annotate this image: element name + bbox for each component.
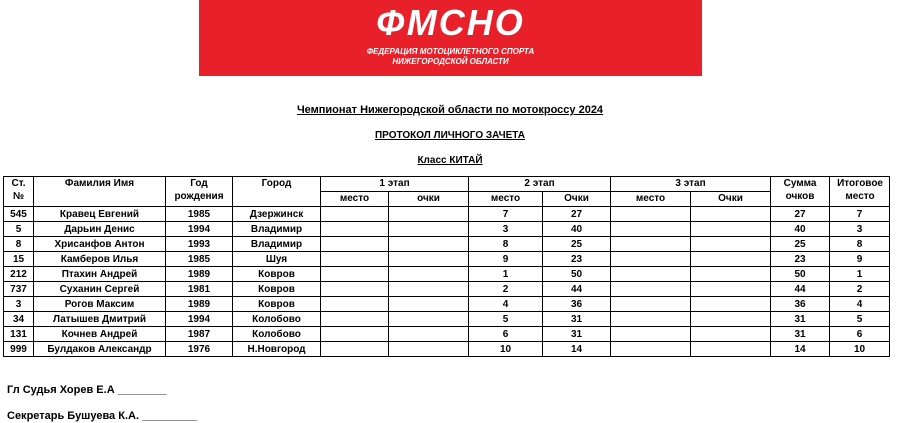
cell-s1p — [321, 237, 389, 252]
cell-s3p — [611, 222, 691, 237]
cell-year: 1989 — [166, 267, 233, 282]
cell-s2o: 50 — [543, 267, 611, 282]
cell-city: Н.Новгород — [233, 342, 321, 357]
cell-sum: 23 — [771, 252, 830, 267]
cell-sum: 36 — [771, 297, 830, 312]
header-stage3: 3 этап — [611, 177, 771, 192]
protocol-title: ПРОТОКОЛ ЛИЧНОГО ЗАЧЕТА — [374, 130, 525, 141]
cell-s3o — [691, 282, 771, 297]
cell-city: Колобово — [233, 312, 321, 327]
table-row — [4, 327, 890, 342]
header-s3-points: Очки — [691, 192, 771, 207]
table-row — [4, 297, 890, 312]
cell-s3o — [691, 222, 771, 237]
header-s2-place: место — [469, 192, 543, 207]
results-table — [3, 176, 890, 357]
cell-s3p — [611, 252, 691, 267]
cell-s2p: 7 — [469, 207, 543, 222]
cell-s3p — [611, 282, 691, 297]
cell-s2p: 2 — [469, 282, 543, 297]
cell-s2p: 6 — [469, 327, 543, 342]
table-row — [4, 237, 890, 252]
cell-s2o: 14 — [543, 342, 611, 357]
cell-s1p — [321, 222, 389, 237]
header-stage2: 2 этап — [469, 177, 611, 192]
cell-name: Птахин Андрей — [34, 267, 166, 282]
cell-s1o — [389, 327, 469, 342]
cell-s1p — [321, 312, 389, 327]
cell-s3o — [691, 237, 771, 252]
cell-name: Кравец Евгений — [34, 207, 166, 222]
cell-name: Булдаков Александр — [34, 342, 166, 357]
cell-year: 1981 — [166, 282, 233, 297]
cell-s3o — [691, 267, 771, 282]
cell-name: Рогов Максим — [34, 297, 166, 312]
cell-s1o — [389, 312, 469, 327]
cell-num: 737 — [4, 282, 34, 297]
table-row — [4, 252, 890, 267]
cell-final: 10 — [830, 342, 890, 357]
cell-s1o — [389, 267, 469, 282]
cell-s1o — [389, 252, 469, 267]
cell-s2o: 44 — [543, 282, 611, 297]
cell-s2o: 36 — [543, 297, 611, 312]
table-row — [4, 282, 890, 297]
cell-year: 1993 — [166, 237, 233, 252]
cell-year: 1989 — [166, 297, 233, 312]
cell-s3o — [691, 297, 771, 312]
cell-name: Хрисанфов Антон — [34, 237, 166, 252]
cell-name: Дарьин Денис — [34, 222, 166, 237]
chief-judge-signature: Гл Судья Хорев Е.А ________ — [7, 384, 167, 396]
header-s3-place: место — [611, 192, 691, 207]
cell-final: 9 — [830, 252, 890, 267]
cell-s3o — [691, 342, 771, 357]
cell-final: 2 — [830, 282, 890, 297]
cell-s3o — [691, 207, 771, 222]
cell-s2o: 23 — [543, 252, 611, 267]
cell-city: Ковров — [233, 297, 321, 312]
federation-name-line1: ФЕДЕРАЦИЯ МОТОЦИКЛЕТНОГО СПОРТА — [366, 47, 535, 56]
table-row — [4, 342, 890, 357]
cell-s2p: 8 — [469, 237, 543, 252]
cell-s1o — [389, 237, 469, 252]
cell-s1o — [389, 222, 469, 237]
cell-city: Шуя — [233, 252, 321, 267]
cell-name: Камберов Илья — [34, 252, 166, 267]
cell-city: Владимир — [233, 222, 321, 237]
cell-city: Ковров — [233, 267, 321, 282]
cell-s3o — [691, 252, 771, 267]
cell-sum: 27 — [771, 207, 830, 222]
cell-year: 1987 — [166, 327, 233, 342]
cell-final: 7 — [830, 207, 890, 222]
cell-s3p — [611, 342, 691, 357]
cell-s2o: 31 — [543, 327, 611, 342]
cell-final: 1 — [830, 267, 890, 282]
cell-num: 34 — [4, 312, 34, 327]
cell-s1o — [389, 342, 469, 357]
cell-s2p: 4 — [469, 297, 543, 312]
cell-sum: 50 — [771, 267, 830, 282]
cell-final: 3 — [830, 222, 890, 237]
header-s1-place: место — [321, 192, 389, 207]
cell-s1o — [389, 282, 469, 297]
secretary-signature: Секретарь Бушуева К.А. _________ — [7, 410, 198, 422]
cell-s3p — [611, 312, 691, 327]
cell-sum: 31 — [771, 327, 830, 342]
cell-year: 1985 — [166, 252, 233, 267]
cell-s1p — [321, 297, 389, 312]
cell-num: 999 — [4, 342, 34, 357]
cell-num: 15 — [4, 252, 34, 267]
cell-s2p: 9 — [469, 252, 543, 267]
cell-sum: 40 — [771, 222, 830, 237]
header-final: Итоговое место — [830, 177, 890, 207]
cell-s3p — [611, 207, 691, 222]
cell-num: 8 — [4, 237, 34, 252]
header-s1-points: очки — [389, 192, 469, 207]
cell-sum: 25 — [771, 237, 830, 252]
cell-num: 5 — [4, 222, 34, 237]
cell-city: Ковров — [233, 282, 321, 297]
cell-s2p: 10 — [469, 342, 543, 357]
cell-city: Дзержинск — [233, 207, 321, 222]
cell-s1p — [321, 342, 389, 357]
championship-title: Чемпионат Нижегородской области по мотокроссу 2024 — [296, 104, 604, 116]
cell-city: Владимир — [233, 237, 321, 252]
cell-s2p: 5 — [469, 312, 543, 327]
federation-logo: ФМСНО — [376, 2, 525, 43]
cell-s1o — [389, 207, 469, 222]
cell-s1p — [321, 267, 389, 282]
table-row — [4, 312, 890, 327]
cell-s1p — [321, 282, 389, 297]
header-sum: Сумма очков — [771, 177, 830, 207]
cell-year: 1985 — [166, 207, 233, 222]
cell-name: Латышев Дмитрий — [34, 312, 166, 327]
cell-s3o — [691, 312, 771, 327]
cell-s2o: 25 — [543, 237, 611, 252]
table-row — [4, 267, 890, 282]
cell-sum: 31 — [771, 312, 830, 327]
cell-s1o — [389, 297, 469, 312]
cell-s3p — [611, 267, 691, 282]
cell-final: 8 — [830, 237, 890, 252]
header-stage1: 1 этап — [321, 177, 469, 192]
table-row — [4, 222, 890, 237]
cell-s2p: 3 — [469, 222, 543, 237]
federation-banner — [199, 0, 702, 76]
table-header-row — [4, 177, 890, 192]
header-num: Ст. № — [4, 177, 34, 207]
cell-s2o: 27 — [543, 207, 611, 222]
class-title: Класс КИТАЙ — [417, 155, 483, 166]
cell-year: 1976 — [166, 342, 233, 357]
cell-num: 131 — [4, 327, 34, 342]
cell-num: 212 — [4, 267, 34, 282]
cell-s3p — [611, 297, 691, 312]
header-city: Город — [233, 177, 321, 207]
cell-s3o — [691, 327, 771, 342]
federation-name-line2: НИЖЕГОРОДСКОЙ ОБЛАСТИ — [392, 57, 509, 66]
header-year: Год рождения — [166, 177, 233, 207]
cell-final: 5 — [830, 312, 890, 327]
cell-name: Суханин Сергей — [34, 282, 166, 297]
cell-sum: 44 — [771, 282, 830, 297]
cell-s1p — [321, 207, 389, 222]
cell-year: 1994 — [166, 312, 233, 327]
cell-s1p — [321, 327, 389, 342]
cell-sum: 14 — [771, 342, 830, 357]
cell-city: Колобово — [233, 327, 321, 342]
cell-final: 6 — [830, 327, 890, 342]
cell-num: 545 — [4, 207, 34, 222]
cell-name: Кочнев Андрей — [34, 327, 166, 342]
cell-s3p — [611, 327, 691, 342]
header-name: Фамилия Имя — [34, 177, 166, 207]
cell-s2p: 1 — [469, 267, 543, 282]
cell-s3p — [611, 237, 691, 252]
cell-year: 1994 — [166, 222, 233, 237]
cell-final: 4 — [830, 297, 890, 312]
table-row — [4, 207, 890, 222]
cell-s2o: 31 — [543, 312, 611, 327]
cell-s2o: 40 — [543, 222, 611, 237]
header-s2-points: Очки — [543, 192, 611, 207]
cell-s1p — [321, 252, 389, 267]
cell-num: 3 — [4, 297, 34, 312]
